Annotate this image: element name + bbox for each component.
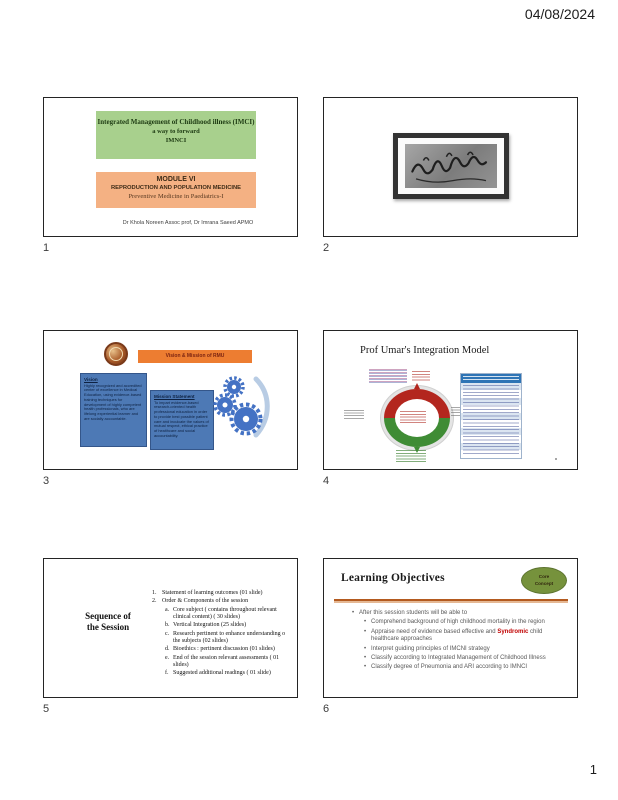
- bullet-icon: •: [364, 654, 367, 661]
- slide-6-learning-objectives-slide: [323, 558, 578, 698]
- module-line-2: REPRODUCTION AND POPULATION MEDICINE: [110, 184, 242, 191]
- gears-graphic: [210, 373, 270, 441]
- objective-item: [364, 629, 566, 645]
- list-text: Statement of learning outcomes (01 slide): [162, 590, 263, 596]
- objective-text-pre: Comprehend background of high childhood mortality in the region: [371, 619, 545, 626]
- diagram-annotation-top-left: [369, 369, 407, 383]
- page-number: 1: [589, 762, 597, 777]
- slide-6-number: 6: [323, 703, 330, 715]
- list-subitem: [165, 646, 290, 653]
- list-item: [152, 590, 290, 597]
- summary-table: [460, 373, 522, 459]
- rmu-logo-icon: [104, 342, 128, 366]
- list-marker: 2.: [152, 598, 157, 605]
- objective-item: [364, 619, 566, 627]
- slide-3-number: 3: [43, 475, 50, 487]
- list-subitem: [165, 670, 290, 677]
- vision-box: [80, 373, 147, 447]
- gear-icons: [210, 373, 270, 441]
- objective-text-pre: Classify according to Integrated Management of Childhood Illness: [371, 654, 546, 661]
- slide-2-number: 2: [323, 242, 330, 254]
- learning-objectives-title: Learning Objectives: [341, 572, 445, 584]
- list-text: Order & Components of the session: [162, 598, 249, 605]
- list-subitem: [165, 655, 290, 670]
- list-marker: e.: [165, 654, 170, 661]
- diagram-annotation-bottom: [396, 450, 426, 462]
- objective-item: [364, 646, 566, 654]
- list-text: Research pertinent to enhance understanding o the subjects (02 slides): [173, 630, 286, 644]
- list-text: Vertical Integration (25 slides): [173, 622, 247, 629]
- objective-text: [371, 619, 545, 627]
- list-text: End of the session relevant assessments ( 01 slides): [173, 654, 280, 668]
- objective-text-pre: Appraise need of evidence based effective and: [371, 628, 498, 635]
- objective-item: [364, 655, 566, 663]
- table-header: [461, 374, 521, 383]
- slide-4-integration-model-slide: [323, 330, 578, 470]
- bullet-icon: •: [364, 664, 367, 671]
- title-box: [96, 111, 256, 159]
- sequence-list: [152, 590, 290, 678]
- objective-text-post: child healthcare approaches: [371, 628, 543, 643]
- objective-text-pre: Interpret guiding principles of IMCNI strategy: [371, 645, 490, 652]
- bullet-icon: •: [352, 610, 355, 616]
- objective-text: [371, 646, 490, 654]
- slide-5-number: 5: [43, 703, 50, 715]
- objectives-intro: [352, 610, 566, 618]
- table-header-text-lines: [463, 376, 519, 381]
- calligraphy-strokes: [405, 144, 497, 188]
- diagram-annotation-top-right: [412, 371, 430, 382]
- title-line-2: a way to forward: [152, 128, 200, 135]
- core-concept-badge: [521, 567, 567, 594]
- intro-text: After this session students will be able to: [359, 610, 468, 616]
- down-arrow-icon: [414, 447, 420, 453]
- module-box: [96, 172, 256, 208]
- diagram-center-text: [400, 411, 426, 423]
- slide-5-sequence-slide: [43, 558, 298, 698]
- slide-3-vision-mission-slide: [43, 330, 298, 470]
- mission-box: [150, 390, 214, 450]
- slide-4-title: Prof Umar's Integration Model: [360, 345, 490, 356]
- footnote-dot: [555, 458, 557, 460]
- badge-line-2: Concept: [534, 580, 554, 586]
- table-body-text-lines: [463, 385, 519, 456]
- mission-body: To impart evidence-based research-oriented health professional education in order to provide best possible patient care and inculcate the values of mutual respect, ethical practice of healthcare and social accountability.: [154, 399, 209, 438]
- vision-mission-banner: Vision & Mission of RMU: [138, 350, 252, 363]
- list-text: Core subject ( contains throughout relevant clinical content) ( 30 slides): [173, 606, 277, 620]
- sequence-heading-line-2: the Session: [86, 622, 130, 633]
- module-line-3: Preventive Medicine in Paediatrics-I: [128, 192, 224, 200]
- slide-1-title-slide: [43, 97, 298, 237]
- list-marker: a.: [165, 606, 170, 613]
- list-text: Suggested additional readings ( 01 slide): [173, 670, 271, 677]
- module-line-1: MODULE VI: [156, 176, 196, 183]
- objective-text: [371, 655, 546, 663]
- mission-heading: Mission Statement: [154, 394, 195, 399]
- arabic-calligraphy-image: [405, 144, 497, 188]
- sequence-heading-line-1: Sequence of: [85, 611, 131, 621]
- list-item: [152, 598, 290, 605]
- objective-text-pre: Classify degree of Pneumonia and ARI according to IMNCI: [371, 664, 528, 671]
- vision-body: Highly recognized and accredited center of excellence in Medical Education, using evidence-based training techniques for development of highly competent health professionals, who are lifelong experiential learner and are socially accountable.: [84, 382, 142, 421]
- authors-line: Dr Khola Noreen Assoc prof, Dr Imrana Saeed APMO: [122, 220, 254, 226]
- list-subitem: [165, 607, 290, 622]
- bullet-icon: •: [364, 628, 367, 635]
- picture-frame: [393, 133, 509, 199]
- objective-item: [364, 664, 566, 672]
- list-marker: c.: [165, 630, 170, 637]
- slide-4-number: 4: [323, 475, 330, 487]
- title-line-3: IMNCI: [165, 137, 187, 144]
- objective-text-highlight: Syndromic: [497, 628, 529, 635]
- objective-text: [371, 664, 527, 672]
- diagram-label-left: [344, 410, 364, 419]
- slide-2-calligraphy-slide: [323, 97, 578, 237]
- list-subitem: [165, 631, 290, 646]
- objective-text: [371, 629, 566, 645]
- badge-line-1: Core: [538, 574, 550, 580]
- up-arrow-icon: [414, 383, 420, 389]
- bullet-icon: •: [364, 619, 367, 626]
- list-marker: f.: [165, 670, 169, 677]
- header-date: 04/08/2024: [524, 6, 595, 22]
- list-marker: d.: [165, 646, 170, 653]
- title-line-1: Integrated Management of Childhood illness (IMCI): [97, 118, 255, 126]
- sequence-heading: [64, 611, 152, 634]
- list-text: Bioethics : pertinent discussion (01 slides): [173, 646, 275, 653]
- title-divider: [334, 599, 568, 601]
- table-body: [461, 383, 521, 458]
- list-marker: 1.: [152, 590, 157, 596]
- list-subitem: [165, 622, 290, 629]
- bullet-icon: •: [364, 645, 367, 652]
- vision-heading: Vision: [84, 377, 98, 382]
- slide-1-number: 1: [43, 242, 50, 254]
- list-marker: b.: [165, 622, 170, 629]
- objectives-content: [352, 610, 566, 674]
